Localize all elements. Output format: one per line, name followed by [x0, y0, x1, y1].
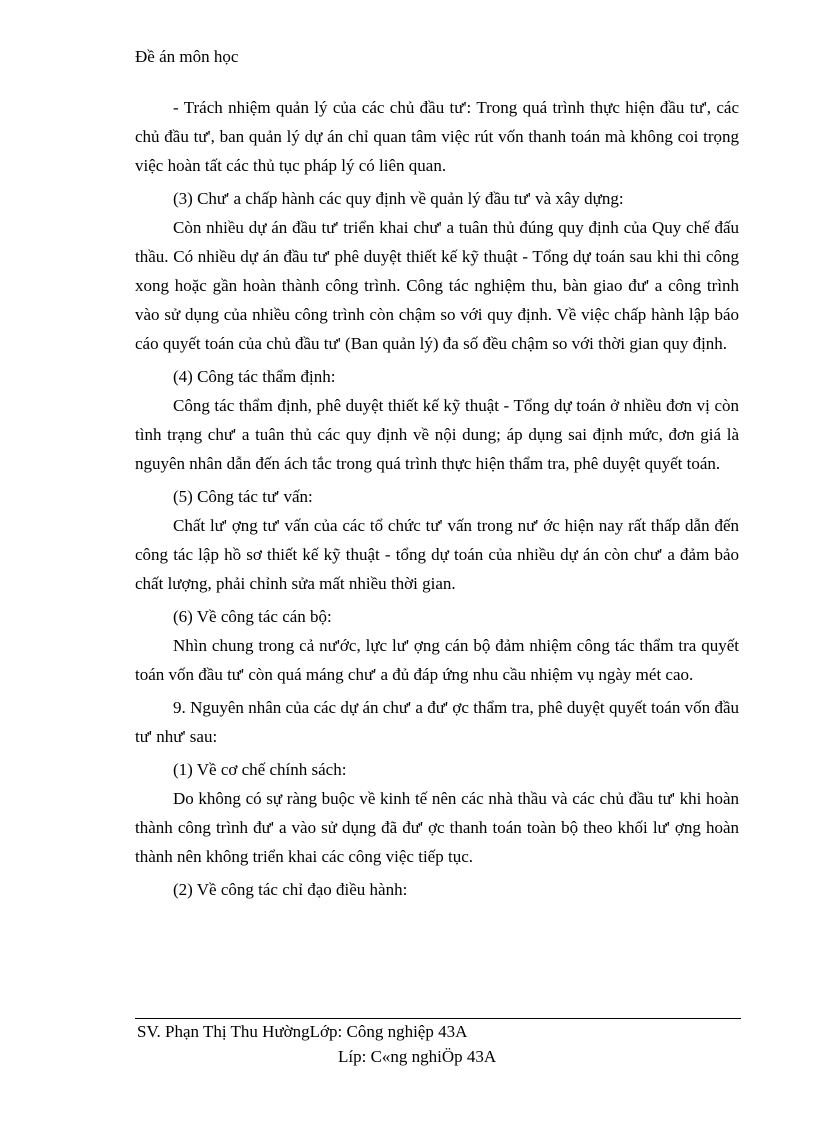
heading-direction: (2) Về công tác chỉ đạo điều hành: [173, 880, 408, 899]
paragraph-policy: Do không có sự ràng buộc về kinh tế nên các nhà thầu và các chủ đầu tư' khi hoàn thành công trình đư' a vào sử dụng đã đư' ợc thanh toán toàn bộ theo khối lư' ợng hoàn thành nên không triển khai các công việc tiếp tục. [135, 789, 739, 866]
paragraph-staff: Nhìn chung trong cả nư'ớc, lực lư' ợng cán bộ đảm nhiệm công tác thẩm tra quyết toán vốn đầu tư' còn quá máng chư' a đủ đáp ứng nhu cầu nhiệm vụ ngày mét cao. [135, 636, 739, 684]
paragraph-causes: 9. Nguyên nhân của các dự án chư' a đư' ợc thẩm tra, phê duyệt quyết toán vốn đầu tư' như' sau: [135, 698, 739, 746]
footer-class-line: Líp: C«ng nghiÖp 43A [338, 1047, 497, 1066]
heading-consulting: (5) Công tác tư' vấn: [173, 487, 313, 506]
heading-compliance: (3) Chư' a chấp hành các quy định về quản lý đầu tư' và xây dựng: [173, 189, 624, 208]
footer-student-line: SV. Phạn Thị Thu HườngLớp: Công nghiệp 43A [137, 1022, 468, 1041]
paragraph-consulting: Chất lư' ợng tư' vấn của các tổ chức tư' vấn trong nư' ớc hiện nay rất thấp dẫn đến công tác lập hồ sơ thiết kế kỹ thuật - tổng dự toán của nhiều dự án còn chư' a đảm bảo chất lượng, phải chỉnh sửa mất nhiều thời gian. [135, 516, 739, 593]
document-header: Đề án môn học [135, 47, 239, 66]
paragraph-appraisal: Công tác thẩm định, phê duyệt thiết kế kỹ thuật - Tổng dự toán ở nhiều đơn vị còn tình trạng chư' a tuân thủ các quy định về nội dung; áp dụng sai định mức, đơn giá là nguyên nhân dẫn đến ách tắc trong quá trình thực hiện thẩm tra, phê duyệt quyết toán. [135, 396, 739, 473]
document-body [135, 93, 739, 904]
heading-staff: (6) Về công tác cán bộ: [173, 607, 332, 626]
paragraph-responsibility: - Trách nhiệm quản lý của các chủ đầu tư': Trong quá trình thực hiện đầu tư', các chủ đầu tư', ban quản lý dự án chỉ quan tâm việc rút vốn thanh toán mà không coi trọng việc hoàn tất các thủ tục pháp lý có liên quan. [135, 98, 739, 175]
heading-appraisal: (4) Công tác thẩm định: [173, 367, 336, 386]
paragraph-compliance: Còn nhiều dự án đầu tư' triển khai chư' a tuân thủ đúng quy định của Quy chế đấu thầu. Có nhiều dự án đầu tư' phê duyệt thiết kế kỹ thuật - Tổng dự toán sau khi thi công xong hoặc gần hoàn thành công trình. Công tác nghiệm thu, bàn giao đư' a công trình vào sử dụng của nhiều công trình còn chậm so với quy định. Về việc chấp hành lập báo cáo quyết toán của chủ đầu tư' (Ban quản lý) đa số đều chậm so với thời gian quy định. [135, 218, 739, 353]
footer-divider [135, 1018, 741, 1019]
heading-policy: (1) Về cơ chế chính sách: [173, 760, 347, 779]
